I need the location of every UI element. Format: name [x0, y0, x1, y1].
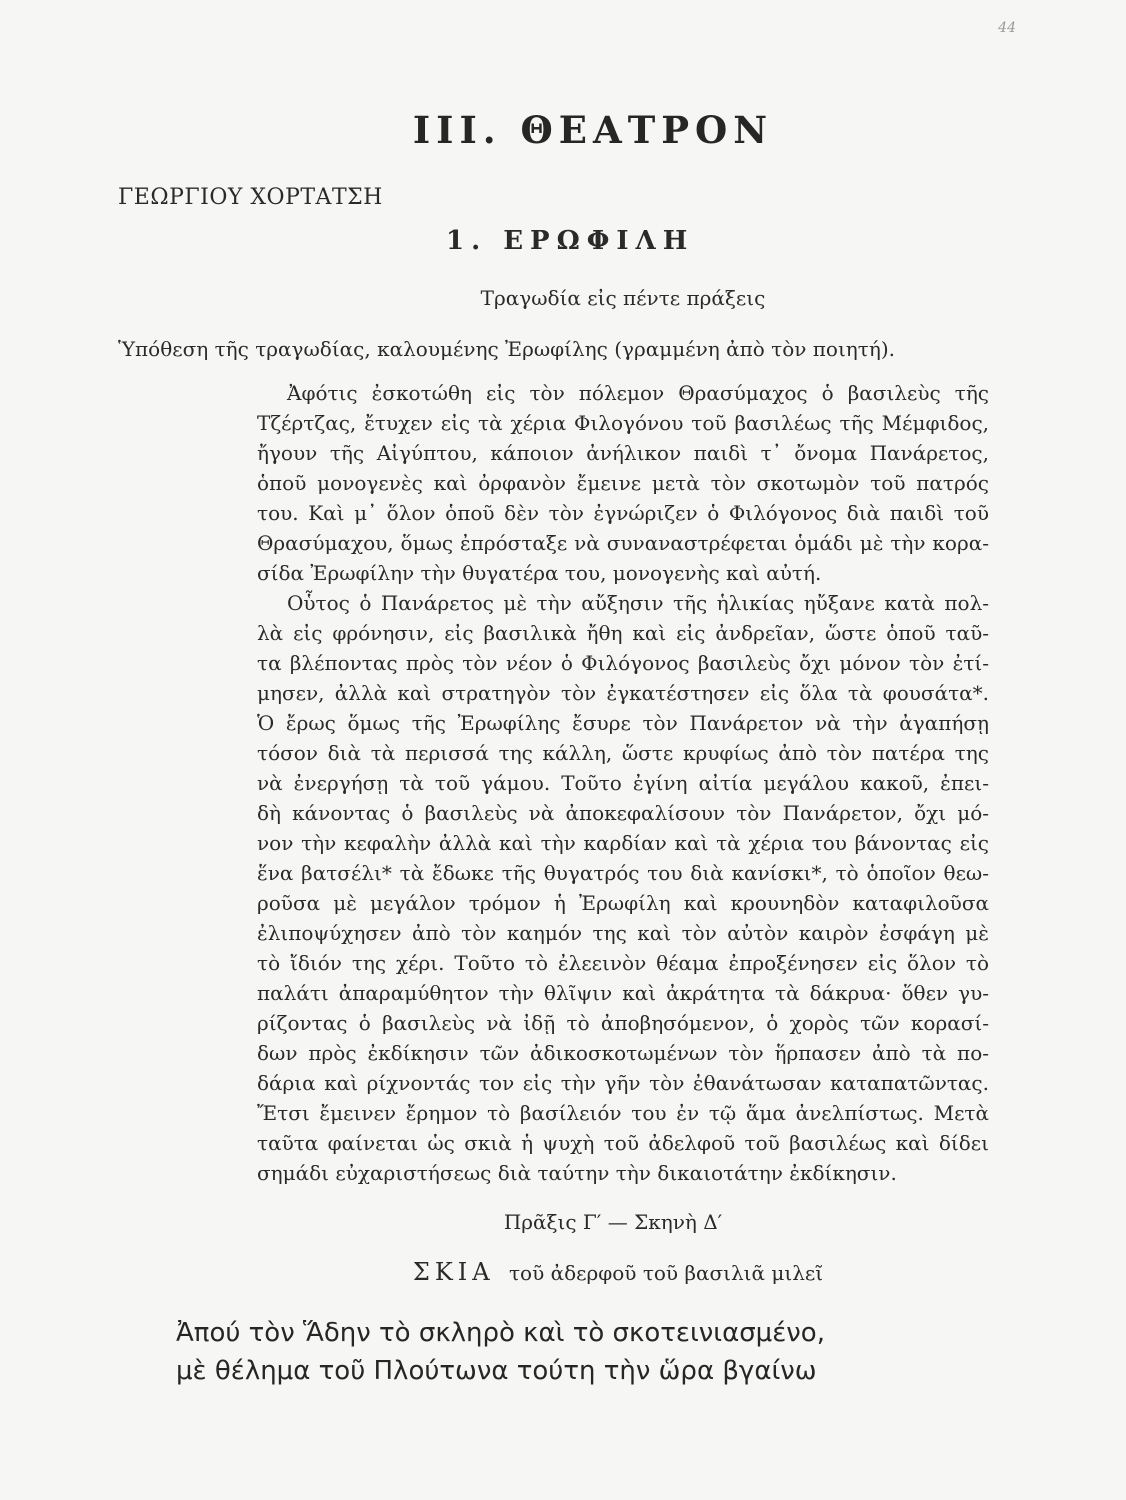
synopsis-line: Θρασύμαχου, ὅμως ἐπρόσταξε νὰ συναναστρέφεται ὁμάδι μὲ τὴν κορα-	[257, 531, 989, 555]
synopsis-line: Ὁ ἔρως ὅμως τῆς Ἐρωφίλης ἔσυρε τὸν Πανάρετον νὰ τὴν ἀγαπήσῃ	[257, 711, 989, 735]
synopsis-line: ὁποῦ μονογενὲς καὶ ὀρφανὸν ἔμεινε μετὰ τὸν σκοτωμὸν τοῦ πατρός	[257, 471, 989, 495]
synopsis-line: μησεν, ἀλλὰ καὶ στρατηγὸν τὸν ἐγκατέστησεν εἰς ὅλα τὰ φουσάτα*.	[257, 681, 989, 705]
synopsis-line: δάρια καὶ ρίχνοντάς τον εἰς τὴν γῆν τὸν ἐθανάτωσαν καταπατῶντας.	[257, 1071, 989, 1095]
synopsis-heading: Ὑπόθεση τῆς τραγωδίας, καλουμένης Ἐρωφίλης (γραμμένη ἀπὸ τὸν ποιητή).	[118, 337, 895, 361]
author-name: ΓΕΩΡΓΙΟΥ ΧΟΡΤΑΤΣΗ	[118, 185, 383, 210]
speaker-note: τοῦ ἀδερφοῦ τοῦ βασιλιᾶ μιλεῖ	[508, 1261, 824, 1285]
synopsis-line: του. Καὶ μ᾽ ὅλον ὁποῦ δὲν τὸν ἐγνώριζεν ὁ Φιλόγονος διὰ παιδὶ τοῦ	[257, 501, 989, 525]
synopsis-line: τα βλέποντας πρὸς τὸν νέον ὁ Φιλόγονος βασιλεὺς ὄχι μόνον τὸν ἐτί-	[257, 651, 989, 675]
synopsis-line: δων πρὸς ἐκδίκησιν τῶν ἀδικοσκοτωμένων τὸν ἥρπασεν ἀπὸ τὰ πο-	[257, 1041, 989, 1065]
work-title: 1. ΕΡΩΦΙΛΗ	[446, 226, 695, 256]
page-number: 44	[998, 20, 1016, 36]
synopsis-line: τόσον διὰ τὰ περισσά της κάλλη, ὥστε κρυφίως ἀπὸ τὸν πατέρα της	[257, 741, 989, 765]
synopsis-line: ρίζοντας ὁ βασιλεὺς νὰ ἰδῇ τὸ ἀποβησόμενον, ὁ χορὸς τῶν κορασί-	[257, 1011, 989, 1035]
synopsis-line: λὰ εἰς φρόνησιν, εἰς βασιλικὰ ἤθη καὶ εἰς ἀνδρεῖαν, ὥστε ὁποῦ ταῦ-	[257, 621, 989, 645]
synopsis-line: ἕνα βατσέλι* τὰ ἔδωκε τῆς θυγατρός του διὰ κανίσκι*, τὸ ὁποῖον θεω-	[257, 861, 989, 885]
speaker-name: ΣΚΙΑ	[412, 1258, 495, 1286]
synopsis-line: Τζέρτζας, ἔτυχεν εἰς τὰ χέρια Φιλογόνου τοῦ βασιλέως τῆς Μέμφιδος,	[257, 411, 989, 435]
synopsis-line: νον τὴν κεφαλὴν ἀλλὰ καὶ τὴν καρδίαν καὶ τὰ χέρια του βάνοντας εἰς	[257, 831, 989, 855]
act-scene-heading: Πρᾶξις Γ′ — Σκηνὴ Δ′	[503, 1210, 723, 1234]
synopsis-line: παλάτι ἀπαραμύθητον τὴν θλῖψιν καὶ ἀκράτητα τὰ δάκρυα· ὅθεν γυ-	[257, 981, 989, 1005]
synopsis-line: Ἔτσι ἔμεινεν ἔρημον τὸ βασίλειόν του ἐν τῷ ἅμα ἀνελπίστως. Μετὰ	[257, 1101, 989, 1125]
synopsis-line: δὴ κάνοντας ὁ βασιλεὺς νὰ ἀποκεφαλίσουν τὸν Πανάρετον, ὄχι μό-	[257, 801, 989, 825]
synopsis-line: τὸ ἴδιόν της χέρι. Τοῦτο τὸ ἐλεεινὸν θέαμα ἐπροξένησεν εἰς ὅλον τὸ	[257, 951, 989, 975]
synopsis-line: νὰ ἐνεργήσῃ τὰ τοῦ γάμου. Τοῦτο ἐγίνη αἰτία μεγάλου κακοῦ, ἐπει-	[257, 771, 989, 795]
synopsis-line: Οὗτος ὁ Πανάρετος μὲ τὴν αὔξησιν τῆς ἡλικίας ηὔξανε κατὰ πολ-	[287, 591, 989, 615]
synopsis-line: ἐλιποψύχησεν ἀπὸ τὸν καημόν της καὶ τὸν αὐτὸν καιρὸν ἐσφάγη μὲ	[257, 921, 989, 945]
synopsis-line: σίδα Ἐρωφίλην τὴν θυγατέρα του, μονογενὴς καὶ αὐτή.	[257, 561, 822, 585]
section-title: III. ΘΕΑΤΡΟΝ	[412, 108, 774, 152]
synopsis-line: Ἀφότις ἐσκοτώθη εἰς τὸν πόλεμον Θρασύμαχος ὁ βασιλεὺς τῆς	[287, 381, 989, 405]
verse-line: Ἀπού τὸν Ἅδην τὸ σκληρὸ καὶ τὸ σκοτεινιασμένο,	[176, 1318, 825, 1348]
synopsis-line: ροῦσα μὲ μεγάλον τρόμον ἡ Ἐρωφίλη καὶ κρουνηδὸν καταφιλοῦσα	[257, 891, 989, 915]
work-subtitle: Τραγωδία εἰς πέντε πράξεις	[480, 286, 766, 310]
synopsis-line: σημάδι εὐχαριστήσεως διὰ ταύτην τὴν δικαιοτάτην ἐκδίκησιν.	[257, 1161, 897, 1185]
verse-line: μὲ θέλημα τοῦ Πλούτωνα τούτη τὴν ὥρα βγαίνω	[176, 1356, 817, 1386]
speaker-line	[0, 1258, 1126, 1286]
synopsis-line: ταῦτα φαίνεται ὡς σκιὰ ἡ ψυχὴ τοῦ ἀδελφοῦ τοῦ βασιλέως καὶ δίδει	[257, 1131, 989, 1155]
synopsis-line: ἤγουν τῆς Αἰγύπτου, κάποιον ἀνήλικον παιδὶ τ᾽ ὄνομα Πανάρετος,	[257, 441, 989, 465]
